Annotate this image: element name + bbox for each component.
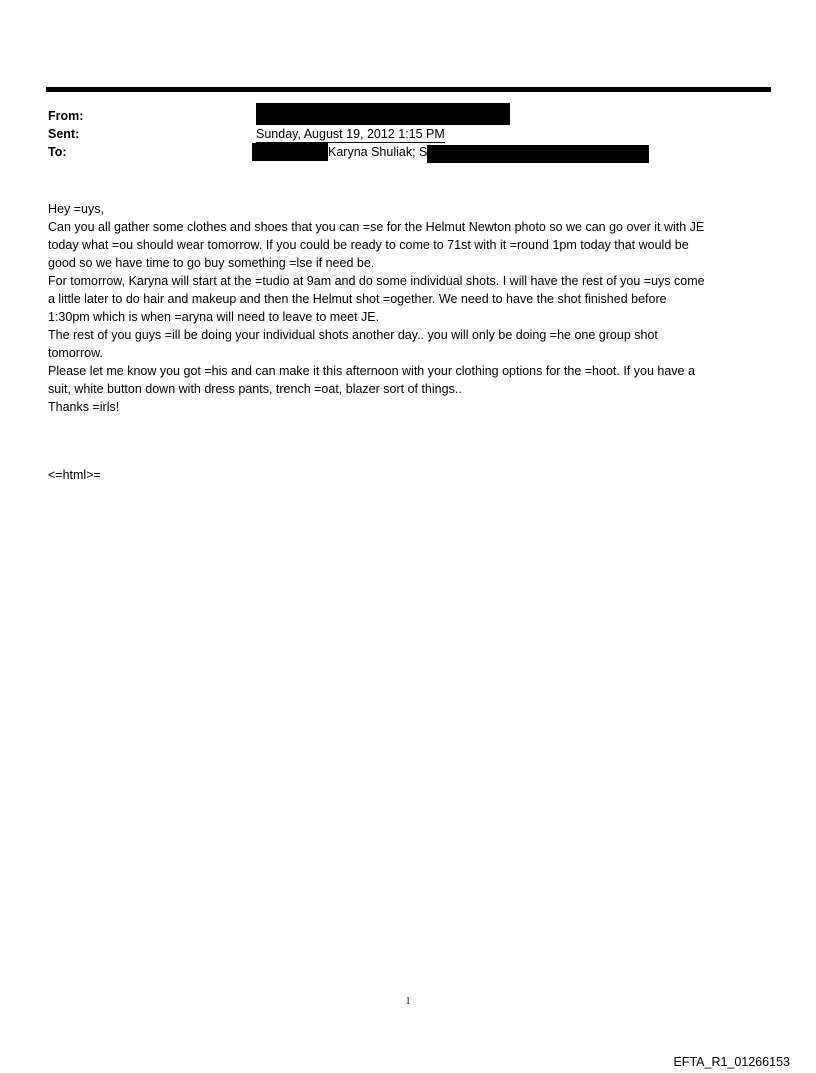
to-recipient-name: Karyna Shuliak; S <box>328 145 428 159</box>
document-id: EFTA_R1_01266153 <box>673 1055 790 1069</box>
sent-value: Sunday, August 19, 2012 1:15 PM <box>256 127 445 141</box>
page-number: 1 <box>405 996 411 1007</box>
body-line: a little later to do hair and makeup and then the Helmut shot =ogether. We need to have the shot finished before <box>48 292 667 306</box>
body-line: Please let me know you got =his and can make it this afternoon with your clothing options for the =hoot. If you have a <box>48 364 695 378</box>
header-rule <box>46 87 771 92</box>
sent-row <box>48 125 768 143</box>
body-line: For tomorrow, Karyna will start at the =tudio at 9am and do some individual shots. I will have the rest of you =uys come <box>48 274 705 288</box>
body-line: Can you all gather some clothes and shoes that you can =se for the Helmut Newton photo so we can go over it with JE <box>48 220 705 234</box>
body-line: Thanks =irls! <box>48 400 120 414</box>
from-label: From: <box>48 109 84 123</box>
body-line: The rest of you guys =ill be doing your individual shots another day.. you will only be doing =he one group shot <box>48 328 658 342</box>
to-label: To: <box>48 145 67 159</box>
from-row <box>48 107 768 125</box>
to-row <box>48 143 768 161</box>
redaction-block <box>427 145 649 163</box>
html-artifact-text: <=html>= <box>48 468 101 482</box>
email-header <box>48 107 768 161</box>
from-value <box>256 103 510 125</box>
body-line: 1:30pm which is when =aryna will need to leave to meet JE. <box>48 310 380 324</box>
body-line: tomorrow. <box>48 346 103 360</box>
body-line: today what =ou should wear tomorrow. If you could be ready to come to 71st with it =round 1pm today that would be <box>48 238 689 252</box>
to-value <box>252 143 649 163</box>
redaction-block <box>252 143 328 161</box>
body-line: suit, white button down with dress pants, trench =oat, blazer sort of things.. <box>48 382 462 396</box>
redaction-block <box>256 103 510 125</box>
body-line: good so we have time to go buy something =lse if need be. <box>48 256 375 270</box>
sent-label: Sent: <box>48 127 80 141</box>
email-body <box>48 200 768 416</box>
body-line: Hey =uys, <box>48 202 104 216</box>
